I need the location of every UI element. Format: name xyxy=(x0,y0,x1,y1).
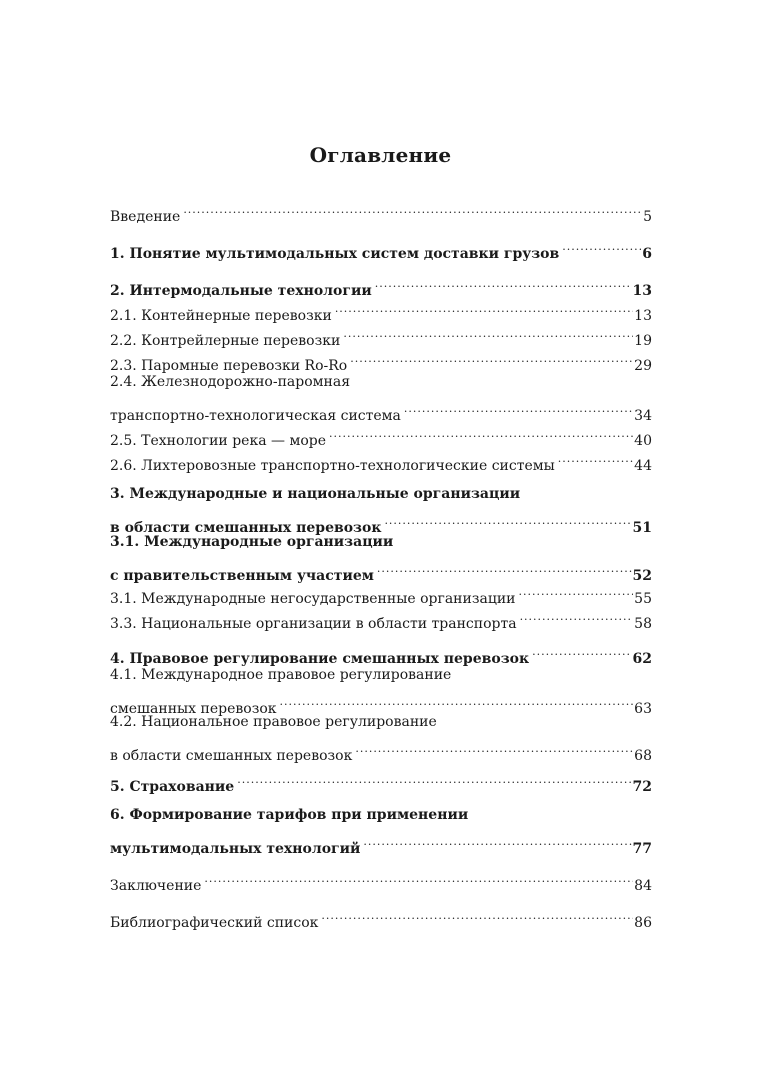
toc-entry-introduction[interactable] xyxy=(110,196,652,225)
toc-entry-title: мультимодальных технологий xyxy=(110,841,361,857)
toc-entry-title: 2.3. Паромные перевозки Ro-Ro xyxy=(110,358,348,374)
toc-entry-section-2-4[interactable] xyxy=(110,370,652,424)
toc-page-number: 68 xyxy=(634,748,652,764)
toc-page-number: 52 xyxy=(632,568,652,584)
toc-entry-title: с правительственным участием xyxy=(110,568,374,584)
toc-line xyxy=(110,828,652,857)
toc-page-number: 63 xyxy=(634,701,652,717)
toc-entry-section-2-5[interactable] xyxy=(110,420,652,449)
toc-entry-chapter-1[interactable] xyxy=(110,233,652,262)
toc-line xyxy=(110,320,652,349)
toc-line xyxy=(110,735,652,764)
toc-line xyxy=(110,638,652,667)
toc-page-number: 84 xyxy=(634,878,652,894)
page-title: Оглавление xyxy=(309,143,452,167)
dot-leader xyxy=(384,507,631,532)
dot-leader xyxy=(558,445,633,470)
toc-entry-title: Введение xyxy=(110,209,181,225)
toc-entry-section-3-3[interactable] xyxy=(110,603,652,632)
toc-entry-chapter-3[interactable] xyxy=(110,482,652,536)
toc-entry-title: Заключение xyxy=(110,878,202,894)
toc-entry-title: 2.6. Лихтеровозные транспортно-технологические системы xyxy=(110,458,555,474)
toc-entry-section-3-1[interactable] xyxy=(110,530,652,584)
toc-entry-title: 2.5. Технологии река — море xyxy=(110,433,327,449)
toc-page-number: 58 xyxy=(634,616,652,632)
toc-entry-title-line: 2.4. Железнодорожно-паромная xyxy=(110,374,351,390)
dot-leader xyxy=(237,766,631,791)
toc-page-number: 6 xyxy=(642,246,652,262)
toc-entry-title: в области смешанных перевозок xyxy=(110,520,382,536)
toc-entry-section-3-2[interactable] xyxy=(110,578,652,607)
toc-page-number: 13 xyxy=(634,308,652,324)
toc-line xyxy=(110,196,652,225)
toc-line xyxy=(110,507,652,536)
dot-leader xyxy=(520,603,634,628)
toc-line xyxy=(110,445,652,474)
toc-entry-title-line: 4.1. Международное правовое регулирование xyxy=(110,667,452,683)
toc-line xyxy=(110,710,652,735)
toc-line xyxy=(110,233,652,262)
dot-leader xyxy=(518,578,633,603)
toc-entry-section-2-1[interactable] xyxy=(110,295,652,324)
dot-leader xyxy=(204,865,633,890)
dot-leader xyxy=(355,735,633,760)
toc-line xyxy=(110,395,652,424)
toc-line xyxy=(110,663,652,688)
dot-leader xyxy=(321,902,633,927)
toc-entry-title: 2.1. Контейнерные перевозки xyxy=(110,308,332,324)
toc-entry-section-2-6[interactable] xyxy=(110,445,652,474)
toc-entry-title: 3.3. Национальные организации в области транспорта xyxy=(110,616,517,632)
toc-line xyxy=(110,865,652,894)
dot-leader xyxy=(363,828,631,853)
table-of-contents xyxy=(110,0,652,1080)
toc-page-number: 19 xyxy=(634,333,652,349)
toc-page-number: 34 xyxy=(634,408,652,424)
toc-entry-title: 2.2. Контрейлерные перевозки xyxy=(110,333,341,349)
toc-line xyxy=(110,578,652,607)
dot-leader xyxy=(375,270,632,295)
toc-entry-title: 1. Понятие мультимодальных систем доставки грузов xyxy=(110,246,560,262)
toc-line xyxy=(110,270,652,299)
toc-line xyxy=(110,482,652,507)
toc-entry-title: в области смешанных перевозок xyxy=(110,748,353,764)
toc-entry-title: транспортно-технологическая система xyxy=(110,408,401,424)
toc-page-number: 72 xyxy=(632,779,652,795)
toc-entry-chapter-4[interactable] xyxy=(110,638,652,667)
toc-entry-chapter-2[interactable] xyxy=(110,270,652,299)
toc-line xyxy=(110,420,652,449)
dot-leader xyxy=(532,638,631,663)
toc-entry-title: 3.1. Международные негосударственные организации xyxy=(110,591,516,607)
dot-leader xyxy=(562,233,641,258)
dot-leader xyxy=(377,555,632,580)
toc-entry-title: смешанных перевозок xyxy=(110,701,277,717)
toc-page-number: 5 xyxy=(643,209,652,225)
toc-line xyxy=(110,555,652,584)
toc-entry-title: 2. Интермодальные технологии xyxy=(110,283,372,299)
dot-leader xyxy=(329,420,633,445)
toc-page-number: 86 xyxy=(634,915,652,931)
toc-line xyxy=(110,803,652,828)
dot-leader xyxy=(183,196,642,221)
toc-page-number: 77 xyxy=(632,841,652,857)
toc-page-number: 51 xyxy=(632,520,652,536)
toc-line xyxy=(110,530,652,555)
toc-entry-chapter-6[interactable] xyxy=(110,803,652,857)
toc-line xyxy=(110,603,652,632)
toc-entry-title: Библиографический список xyxy=(110,915,319,931)
toc-entry-bibliography[interactable] xyxy=(110,902,652,931)
toc-line xyxy=(110,902,652,931)
toc-entry-section-2-3[interactable] xyxy=(110,345,652,374)
toc-entry-section-4-1[interactable] xyxy=(110,663,652,717)
dot-leader xyxy=(350,345,633,370)
toc-page-number: 62 xyxy=(632,651,652,667)
toc-line xyxy=(110,295,652,324)
dot-leader xyxy=(343,320,633,345)
toc-entry-title-line: 6. Формирование тарифов при применении xyxy=(110,807,469,823)
toc-line xyxy=(110,370,652,395)
toc-page-number: 29 xyxy=(634,358,652,374)
toc-entry-section-2-2[interactable] xyxy=(110,320,652,349)
toc-entry-title-line: 3.1. Международные организации xyxy=(110,534,394,550)
toc-entry-title-line: 3. Международные и национальные организации xyxy=(110,486,521,502)
toc-page-number: 13 xyxy=(632,283,652,299)
toc-entry-title-line: 4.2. Национальное правовое регулирование xyxy=(110,714,437,730)
toc-entry-title: 4. Правовое регулирование смешанных перевозок xyxy=(110,651,530,667)
dot-leader xyxy=(335,295,633,320)
toc-line xyxy=(110,345,652,374)
toc-entry-title: 5. Страхование xyxy=(110,779,235,795)
toc-page-number: 40 xyxy=(634,433,652,449)
toc-entry-conclusion[interactable] xyxy=(110,865,652,894)
toc-entry-section-4-2[interactable] xyxy=(110,710,652,764)
toc-page-number: 44 xyxy=(634,458,652,474)
toc-line xyxy=(110,766,652,795)
dot-leader xyxy=(404,395,633,420)
toc-page-number: 55 xyxy=(634,591,652,607)
toc-entry-chapter-5[interactable] xyxy=(110,766,652,795)
